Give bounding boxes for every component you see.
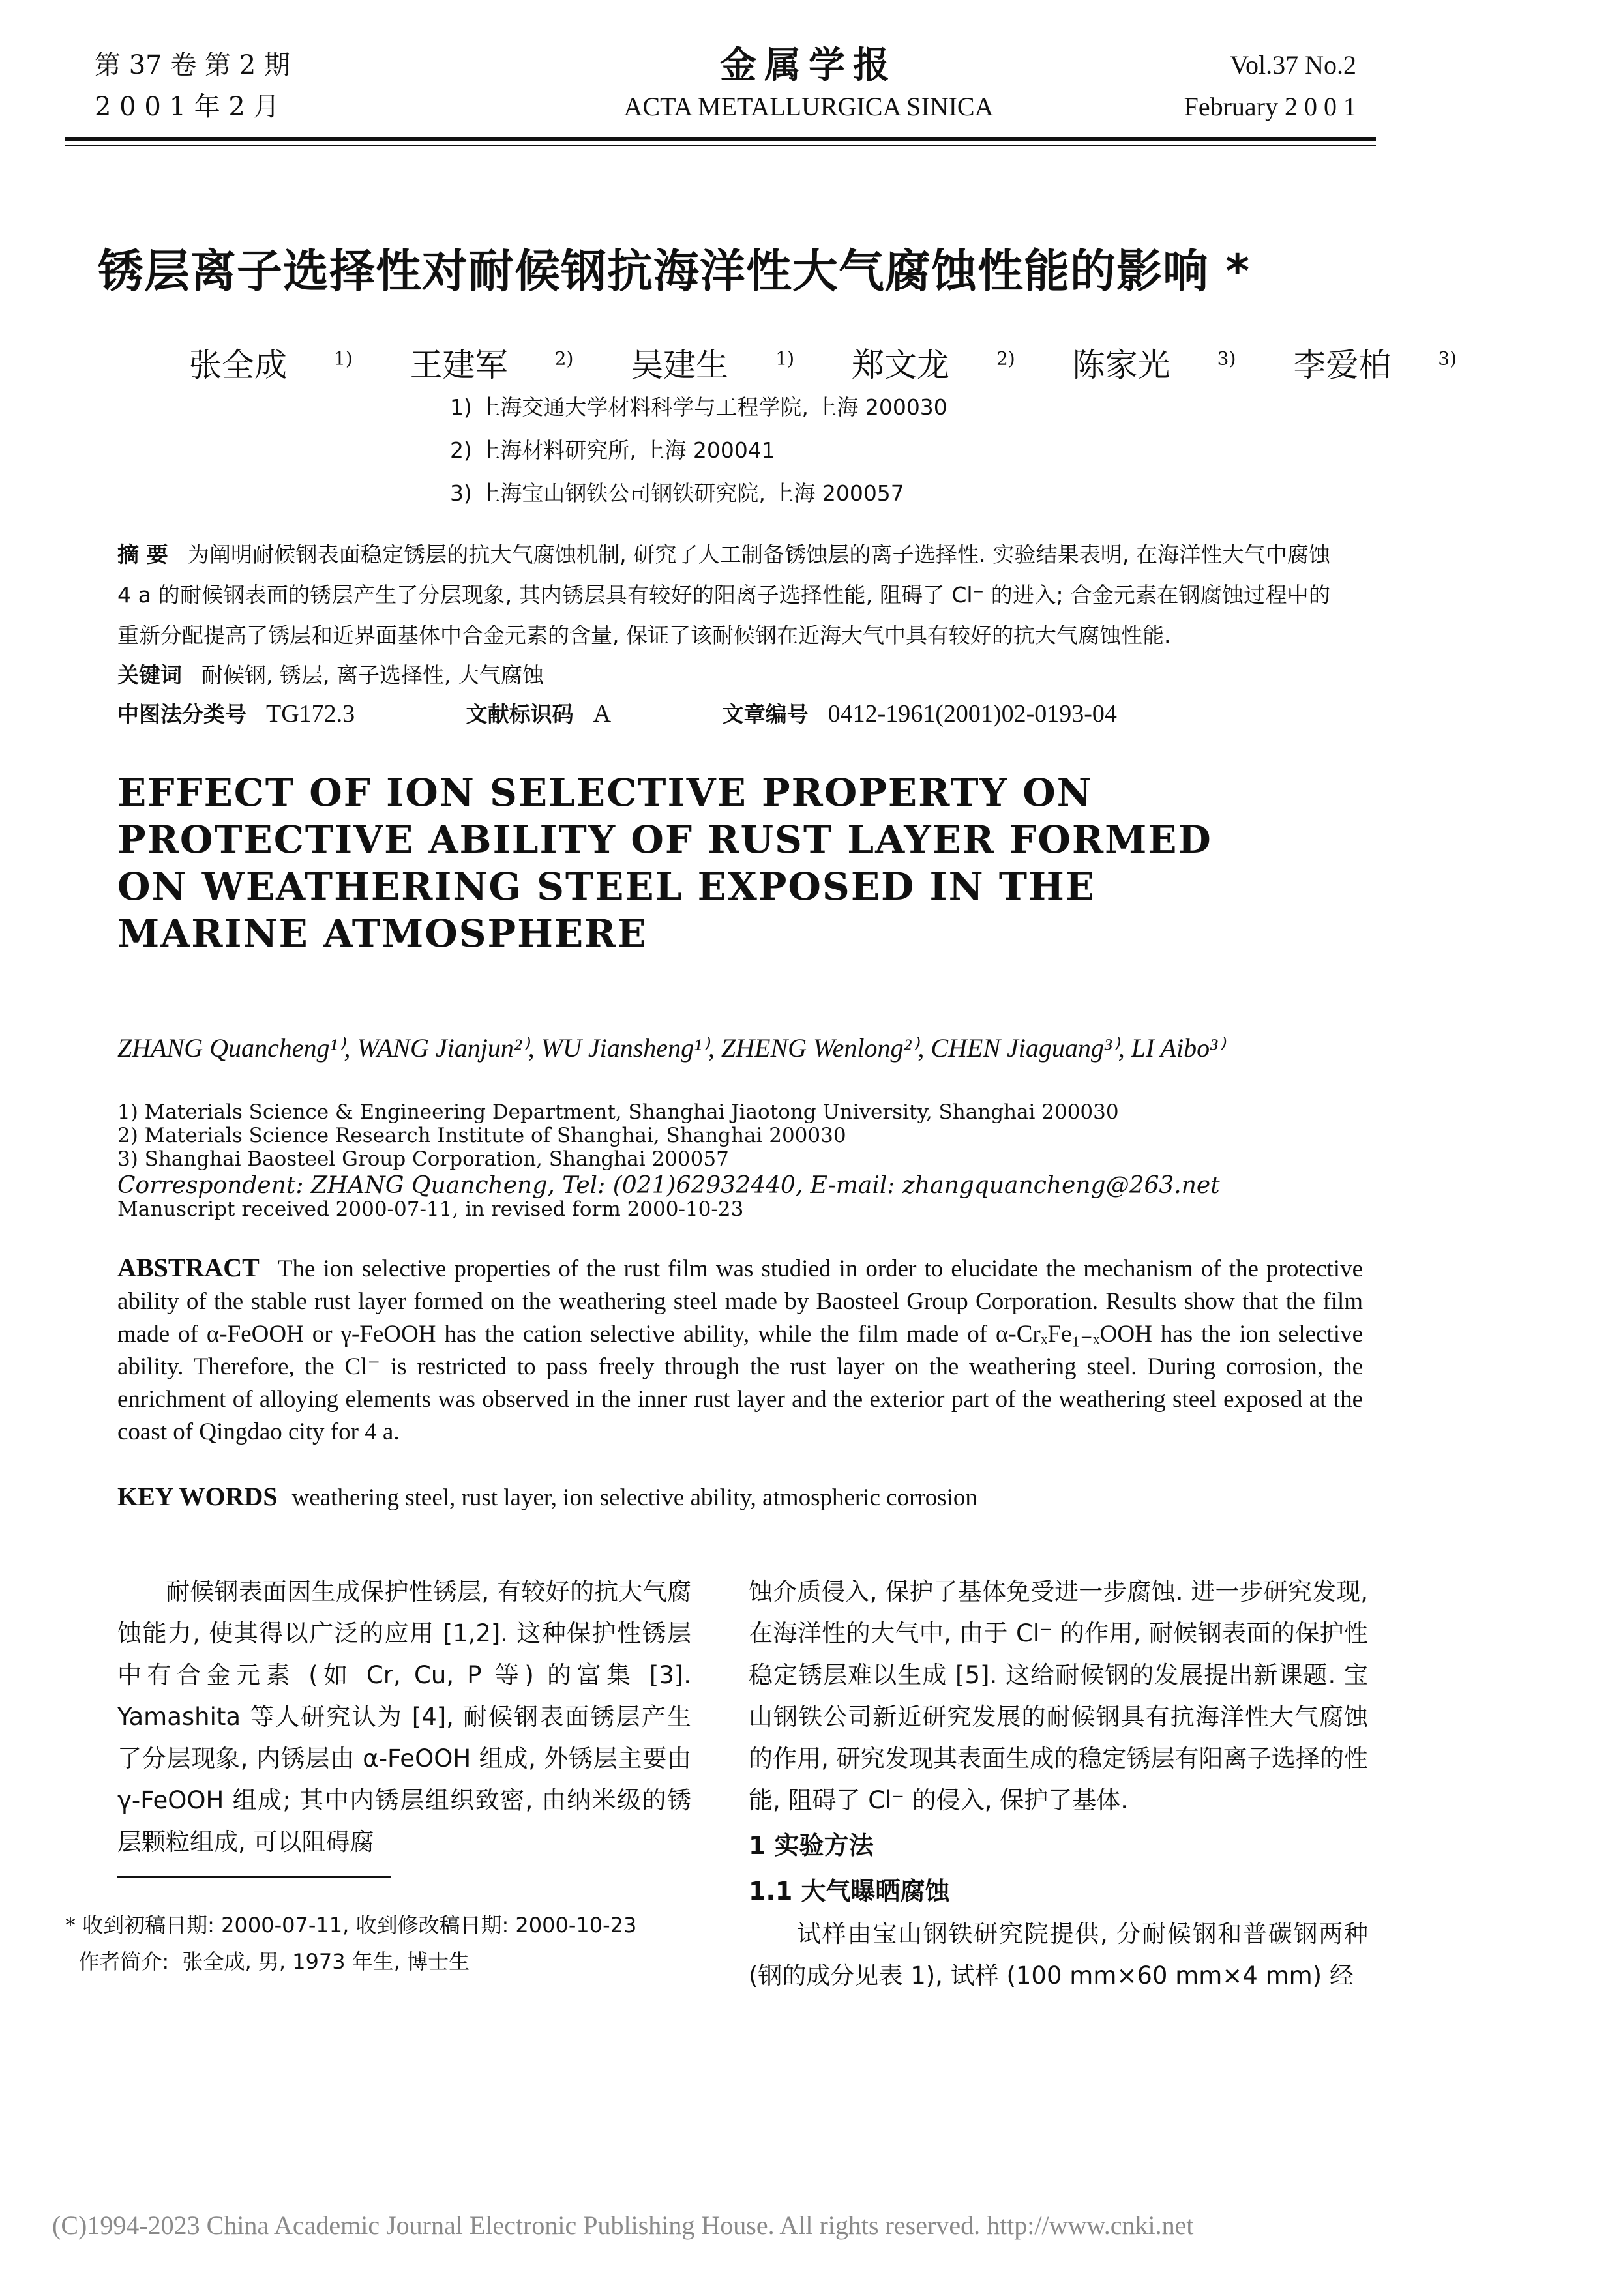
subsection-heading: 1.1 大气曝晒腐蚀 [749,1877,950,1906]
keywords-cn-label: 关键词 [117,662,182,688]
footnote-rule [117,1876,391,1878]
footnote [65,1907,717,1980]
header-rule-thick [65,137,1376,141]
doc-code-label: 文献标识码 [466,701,574,727]
author-cn: 王建军 $^{2)}$ [410,346,574,384]
volume-number: Vol.37 No.2 [1230,50,1356,80]
abstract-cn-text: 为阐明耐候钢表面稳定锈层的抗大气腐蚀机制, 研究了人工制备锈蚀层的离子选择性. 实验结果表明, 在海洋性大气中腐蚀 4 a 的耐候钢表面的锈层产生了分层现象, 其内锈层具有较好的阳离子选择性能, 阻碍了 Cl⁻ 的进入; 合金元素在钢腐蚀过程中的重新分配提高了锈层和近界面基体中合金元素的含量, 保证了该耐候钢在近海大气中具有较好的抗大气腐蚀性能. [117,542,1330,648]
abstract-en-label: ABSTRACT [117,1253,260,1282]
journal-name-en: ACTA METALLURGICA SINICA [623,92,994,121]
author-cn: 吴建生 $^{1)}$ [631,346,795,384]
classification-row [117,698,1356,728]
affiliation-en: 2) Materials Science Research Institute of Shanghai, Shanghai 200030 [117,1124,846,1147]
clc-value: TG172.3 [266,700,355,728]
journal-name-cn: 金属学报 [720,44,897,87]
affiliations-en [117,1100,1119,1171]
abstract-cn [117,535,1330,656]
affiliation-cn: 3) 上海宝山钢铁公司钢铁研究院, 上海 200057 [450,480,904,506]
keywords-cn [117,658,544,689]
abstract-en-text: The ion selective properties of the rust film was studied in order to elucidate the mechanism of the protective ability of the stable rust layer formed on the weathering steel made by Baosteel Group Corporation. Results show that the film made of α-FeOOH or γ-FeOOH has the cation selective ability, while the film made of α-CrₓFe₁₋ₓOOH has the ion selective ability. Therefore, the Cl⁻ is restricted to pass freely through the rust layer on the weathering steel. During corrosion, the enrichment of alloying elements was observed in the inner rust layer and the exterior part of the weathering steel exposed at the coast of Qingdao city for 4 a. [117,1256,1363,1445]
body-left-column: 耐候钢表面因生成保护性锈层, 有较好的抗大气腐蚀能力, 使其得以广泛的应用 [1,2]. 这种保护性锈层中有合金元素 (如 Cr, Cu, P 等) 的富集 [3]. Yamashita 等人研究认为 [4], 耐候钢表面锈层产生了分层现象, 内锈层由 α-FeOOH 组成, 外锈层主要由 γ-FeOOH 组成; 其中内锈层组织致密, 由纳米级的锈层颗粒组成, 可以阻碍腐 [117,1578,691,1856]
authors-cn [189,339,1504,386]
footnote-dates: * 收到初稿日期: 2000-07-11, 收到修改稿日期: 2000-10-23 [65,1913,637,1937]
body-right-column: 蚀介质侵入, 保护了基体免受进一步腐蚀. 进一步研究发现, 在海洋性的大气中, 由于 Cl⁻ 的作用, 耐候钢表面的保护性稳定锈层难以生成 [5]. 这给耐候钢的发展提出新课题. 宝山钢铁公司新近研究发展的耐候钢具有抗海洋性大气腐蚀的作用, 研究发现其表面生成的稳定锈层有阳离子选择的性能, 阻碍了 Cl⁻ 的侵入, 保护了基体. [749,1578,1368,1814]
keywords-en [117,1481,977,1512]
authors-en: ZHANG Quancheng¹⁾, WANG Jianjun²⁾, WU Jiansheng¹⁾, ZHENG Wenlong²⁾, CHEN Jiaguang³⁾, LI Aibo³⁾ [117,1033,1224,1063]
keywords-en-text: weathering steel, rust layer, ion selective ability, atmospheric corrosion [291,1484,977,1511]
page-title-cn: 锈层离子选择性对耐候钢抗海洋性大气腐蚀性能的影响 * [98,244,1250,298]
affiliation-en: 1) Materials Science & Engineering Department, Shanghai Jiaotong University, Shanghai 200030 [117,1100,1119,1124]
section-heading: 1 实验方法 [749,1831,874,1860]
abstract-cn-label: 摘 要 [117,542,168,567]
article-no-value: 0412-1961(2001)02-0193-04 [827,700,1117,728]
copyright-notice: (C)1994-2023 China Academic Journal Electronic Publishing House. All rights reserved. http://www.cnki.net [52,2211,1194,2240]
author-cn: 陈家光 $^{3)}$ [1072,346,1236,384]
abstract-en [117,1252,1363,1449]
article-no-label: 文章编号 [722,701,809,727]
keywords-cn-text: 耐候钢, 锈层, 离子选择性, 大气腐蚀 [201,662,544,688]
author-cn: 郑文龙 $^{2)}$ [851,346,1015,384]
doc-code-value: A [593,700,612,728]
keywords-en-label: KEY WORDS [117,1482,278,1511]
correspondent: Correspondent: ZHANG Quancheng, Tel: (021)62932440, E-mail: zhangquancheng@263.net [117,1172,1220,1199]
volume-month: February 2 0 0 1 [1184,92,1356,121]
issue-info [95,44,290,128]
manuscript-received: Manuscript received 2000-07-11, in revised form 2000-10-23 [117,1198,744,1221]
issue-date: 2 0 0 1 年 2 月 [95,92,280,122]
header-rule-thin [65,145,1376,146]
body-right-column-2: 试样由宝山钢铁研究院提供, 分耐候钢和普碳钢两种 (钢的成分见表 1), 试样 (100 mm×60 mm×4 mm) 经 [749,1920,1368,1990]
volume-info [1017,44,1356,128]
affiliations-cn [450,386,947,515]
author-cn: 李爱柏 $^{3)}$ [1293,346,1457,384]
clc-label: 中图法分类号 [117,701,246,727]
author-cn: 张全成 $^{1)}$ [189,346,353,384]
footnote-author: 作者简介: 张全成, 男, 1973 年生, 博士生 [65,1949,470,1974]
page-title-en: EFFECT OF ION SELECTIVE PROPERTY ON PROTECTIVE ABILITY OF RUST LAYER FORMED ON WEATHERING STEEL EXPOSED IN THE MARINE ATMOSPHERE [117,771,1212,956]
affiliation-en: 3) Shanghai Baosteel Group Corporation, Shanghai 200057 [117,1147,729,1171]
issue-volume: 第 37 卷 第 2 期 [95,50,290,80]
affiliation-cn: 1) 上海交通大学材料科学与工程学院, 上海 200030 [450,394,947,420]
affiliation-cn: 2) 上海材料研究所, 上海 200041 [450,437,775,463]
